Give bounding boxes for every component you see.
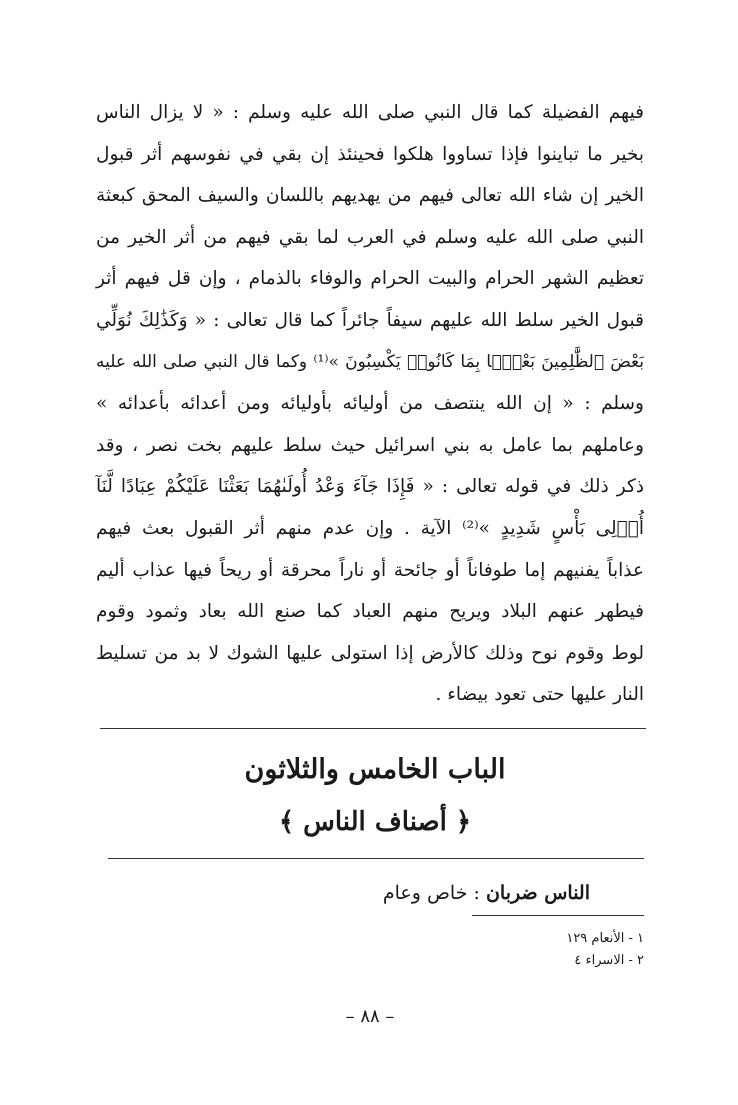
page-number: – ٨٨ – <box>345 1006 395 1027</box>
body-line: لوط وقوم نوح وذلك كالأرض إذا استولى عليها الشوك لا بد من تسليط <box>96 642 644 664</box>
body-line: عذاباً يفنيهم إما طوفاناً أو جائحة أو ناراً محرقة أو ريحاً فيها عذاب أليم <box>96 559 644 581</box>
intro-sentence <box>300 876 590 910</box>
footnote-divider <box>472 915 644 916</box>
footnote-1: ١ - الأنعام ١٢٩ <box>566 931 644 946</box>
body-line: ذكر ذلك في قوله تعالى : « فَإِذَا جَآءَ وَعْدُ أُولَىٰهُمَا بَعَثْنَا عَلَيْكُمْ عِبَادًا لَّنَآ <box>96 476 644 498</box>
body-line: الخير إن شاء الله تعالى فيهم من يهديهم باللسان والسيف المحق كبعثة <box>96 185 644 207</box>
body-line: وعاملهم بما عامل به بني اسرائيل حيث سلط عليهم بخت نصر ، وقد <box>96 434 644 456</box>
chapter-title: الباب الخامس والثلاثون <box>244 754 506 785</box>
section-divider-top <box>100 728 646 729</box>
body-line: أُو۟لِى بَأْسٍ شَدِيدٍ »⁽²⁾ الآية . وإن عدم منهم أثر القبول بعث فيهم <box>96 517 644 539</box>
intro-rest: : خاص وعام <box>382 882 486 904</box>
body-line: وسلم : « إن الله ينتصف من أوليائه بأوليائه ومن أعدائه بأعدائه » <box>96 393 644 415</box>
footnote-2: ٢ - الاسراء ٤ <box>574 953 644 968</box>
body-line-last: النار عليها حتى تعود بيضاء . <box>435 684 644 706</box>
body-line: فيطهر عنهم البلاد ويريح منهم العباد كما صنع الله بعاد وثمود وقوم <box>96 601 644 623</box>
body-line: قبول الخير سلط الله عليهم سيفاً جائراً كما قال تعالى : « وَكَذَٰلِكَ نُوَلِّي <box>96 309 644 331</box>
body-line: فيهم الفضيلة كما قال النبي صلى الله عليه وسلم : « لا يزال الناس <box>96 102 644 123</box>
body-line: تعظيم الشهر الحرام والبيت الحرام والوفاء بالذمام ، وإن قل فيهم أثر <box>96 268 644 290</box>
body-paragraph <box>96 92 644 716</box>
body-line: بخير ما تباينوا فإذا تساووا هلكوا فحينئذ إن بقي في نفوسهم أثر قبول <box>96 143 644 165</box>
body-line: بَعْضَ ٱلظَّٰلِمِينَ بَعْضًۢا بِمَا كَانُوا۟ يَكْسِبُونَ »⁽¹⁾ وكما قال النبي صلى الله عليه <box>96 351 644 372</box>
section-divider-bottom <box>108 858 644 859</box>
chapter-subtitle: ﴿ أصناف الناس ﴾ <box>278 807 472 837</box>
intro-lead: الناس ضربان <box>485 882 590 904</box>
body-line: النبي صلى الله عليه وسلم في العرب لما بقي فيهم من أثر الخير من <box>96 226 644 248</box>
